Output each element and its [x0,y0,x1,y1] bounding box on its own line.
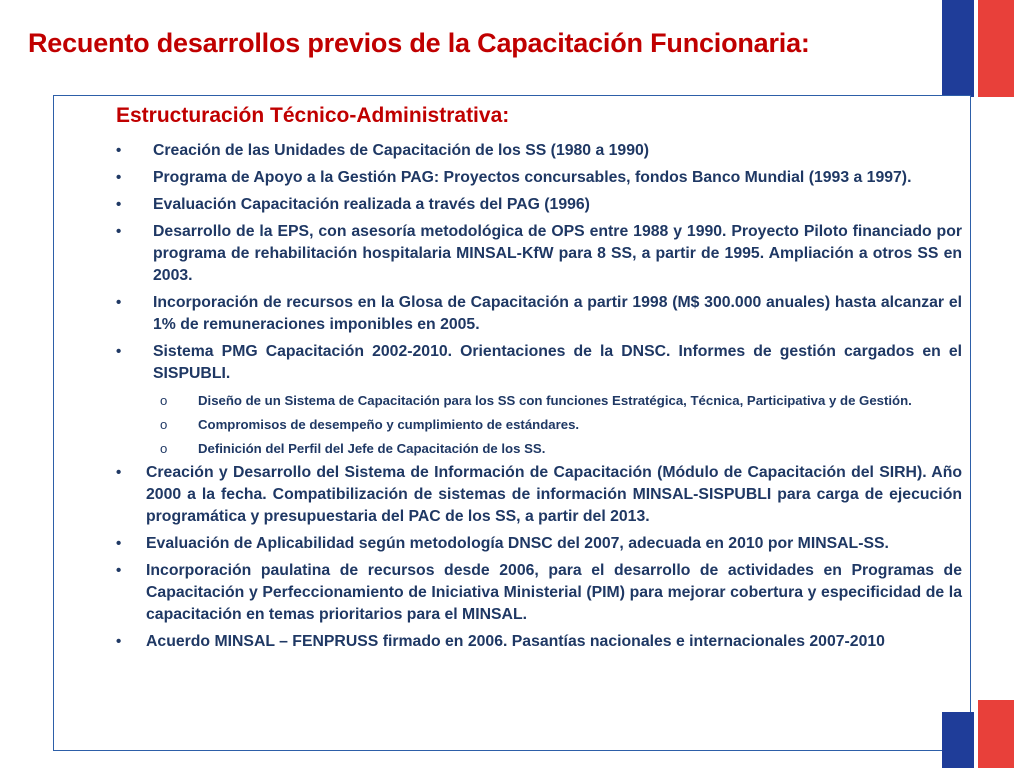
flag-decoration-blue-bottom [942,712,974,768]
bullet-icon: • [116,562,122,579]
circle-bullet-icon: o [160,441,168,456]
list-item [0,462,962,528]
list-item-text: Desarrollo de la EPS, con asesoría metodológica de OPS entre 1988 y 1990. Proyecto Piloto financiado por programa de rehabilitación hospitalaria MINSAL-KfW para 8 SS, a partir de 1995. Ampliación a otros SS en 2003. [153,223,962,284]
bullet-icon: • [116,223,122,240]
sub-list-item-text: Diseño de un Sistema de Capacitación para los SS con funciones Estratégica, Técnica, Participativa y de Gestión. [198,393,912,408]
bullet-icon: • [116,464,122,481]
list-item [0,167,962,189]
flag-decoration-red-bottom [978,700,1014,768]
sub-list-item [0,414,962,435]
bullet-icon: • [116,535,122,552]
sub-list-item [0,438,962,459]
circle-bullet-icon: o [160,393,168,408]
list-item-text: Incorporación de recursos en la Glosa de Capacitación a partir 1998 (M$ 300.000 anuales) hasta alcanzar el 1% de remuneraciones imponibles en 2005. [153,294,962,333]
list-item-text: Creación y Desarrollo del Sistema de Información de Capacitación (Módulo de Capacitación del SIRH). Año 2000 a la fecha. Compatibilización de sistemas de información MINSAL-SISPUBLI para carga de ejecución programática y presupuestaria del PAC de los SS, a partir del 2013. [146,464,962,525]
list-item-text: Evaluación de Aplicabilidad según metodología DNSC del 2007, adecuada en 2010 por MINSAL-SS. [146,535,889,552]
bullet-icon: • [116,633,122,650]
sub-list-item [0,390,962,411]
list-item-text: Incorporación paulatina de recursos desde 2006, para el desarrollo de actividades en Programas de Capacitación y Perfeccionamiento de Iniciativa Ministerial (PIM) para mejorar cobertura y especificidad de la capacitación en temas prioritarios para el MINSAL. [146,562,962,623]
flag-decoration-red-top [978,0,1014,97]
circle-bullet-icon: o [160,417,168,432]
sub-list-item-text: Compromisos de desempeño y cumplimiento de estándares. [198,417,580,432]
list-item [0,221,962,287]
bullet-icon: • [116,196,122,213]
list-item [0,140,962,162]
list-item [0,292,962,336]
list-item [0,560,962,626]
bullet-icon: • [116,142,122,159]
list-item-text: Evaluación Capacitación realizada a través del PAG (1996) [153,196,590,213]
bullet-icon: • [116,294,122,311]
list-item-text: Acuerdo MINSAL – FENPRUSS firmado en 2006. Pasantías nacionales e internacionales 2007-2010 [146,633,885,650]
bullet-icon: • [116,169,122,186]
list-item [0,533,962,555]
slide-title: Recuento desarrollos previos de la Capacitación Funcionaria: [28,28,810,58]
list-item [0,341,962,385]
list-item-text: Programa de Apoyo a la Gestión PAG: Proyectos concursables, fondos Banco Mundial (1993 a 1997). [153,169,912,186]
list-item-text: Sistema PMG Capacitación 2002-2010. Orientaciones de la DNSC. Informes de gestión cargados en el SISPUBLI. [153,343,962,382]
list-item-text: Creación de las Unidades de Capacitación de los SS (1980 a 1990) [153,142,650,159]
sub-list-item-text: Definición del Perfil del Jefe de Capacitación de los SS. [198,441,546,456]
section-subtitle: Estructuración Técnico-Administrativa: [116,104,510,127]
flag-decoration-blue-top [942,0,974,97]
bullet-icon: • [116,343,122,360]
list-item [0,631,962,653]
bullet-list [0,140,1024,658]
list-item [0,194,962,216]
